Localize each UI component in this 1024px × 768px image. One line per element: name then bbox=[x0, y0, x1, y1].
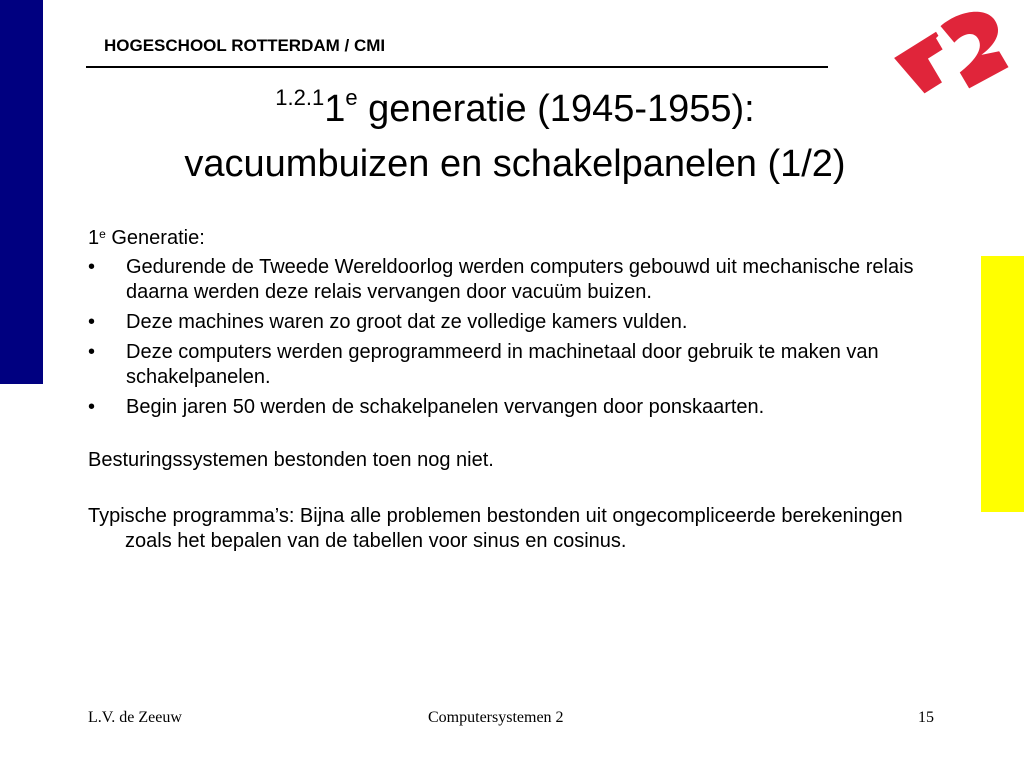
list-item bbox=[88, 255, 948, 305]
page-number: 15 bbox=[918, 709, 934, 726]
title-gen-number: 1 bbox=[324, 88, 346, 130]
title-line-1 bbox=[100, 84, 930, 139]
bullet-icon: • bbox=[88, 341, 96, 363]
bullet-icon: • bbox=[88, 396, 96, 418]
list-item bbox=[88, 395, 948, 420]
bullet-text: Begin jaren 50 werden de schakelpanelen vervangen door ponskaarten. bbox=[126, 396, 765, 418]
title-line-1-rest: generatie (1945-1955): bbox=[357, 88, 755, 130]
header-divider bbox=[86, 66, 828, 68]
intro-rest: Generatie: bbox=[105, 227, 205, 249]
slide-body bbox=[88, 226, 948, 554]
right-yellow-bar bbox=[981, 256, 1024, 512]
left-navy-bar bbox=[0, 0, 43, 384]
section-number: 1.2.1 bbox=[275, 85, 325, 110]
list-item bbox=[88, 310, 948, 335]
paragraph-programs: Typische programma’s: Bijna alle problemen bestonden uit ongecompliceerde berekeningen zoals het bepalen van de tabellen voor sinus en cosinus. bbox=[88, 505, 903, 552]
intro-line bbox=[88, 226, 948, 253]
bullet-list bbox=[88, 255, 948, 420]
title-line-2: vacuumbuizen en schakelpanelen (1/2) bbox=[184, 143, 846, 185]
paragraph-os: Besturingssystemen bestonden toen nog niet. bbox=[88, 449, 494, 471]
bullet-text: Deze computers werden geprogrammeerd in machinetaal door gebruik te maken van schakelpanelen. bbox=[126, 341, 879, 388]
intro-number: 1 bbox=[88, 227, 100, 249]
footer-author: L.V. de Zeeuw bbox=[88, 709, 182, 726]
title-gen-superscript: e bbox=[345, 85, 358, 110]
intro-superscript: e bbox=[99, 227, 106, 241]
list-item bbox=[88, 340, 948, 390]
bullet-icon: • bbox=[88, 256, 96, 278]
bullet-text: Deze machines waren zo groot dat ze volledige kamers vulden. bbox=[126, 311, 688, 333]
footer-course: Computersystemen 2 bbox=[428, 709, 564, 726]
bullet-text: Gedurende de Tweede Wereldoorlog werden computers gebouwd uit mechanische relais daarna werden deze relais vervangen door vacuüm buizen. bbox=[126, 256, 914, 303]
institution-header: HOGESCHOOL ROTTERDAM / CMI bbox=[104, 36, 386, 55]
slide-title bbox=[100, 84, 930, 189]
bullet-icon: • bbox=[88, 311, 96, 333]
